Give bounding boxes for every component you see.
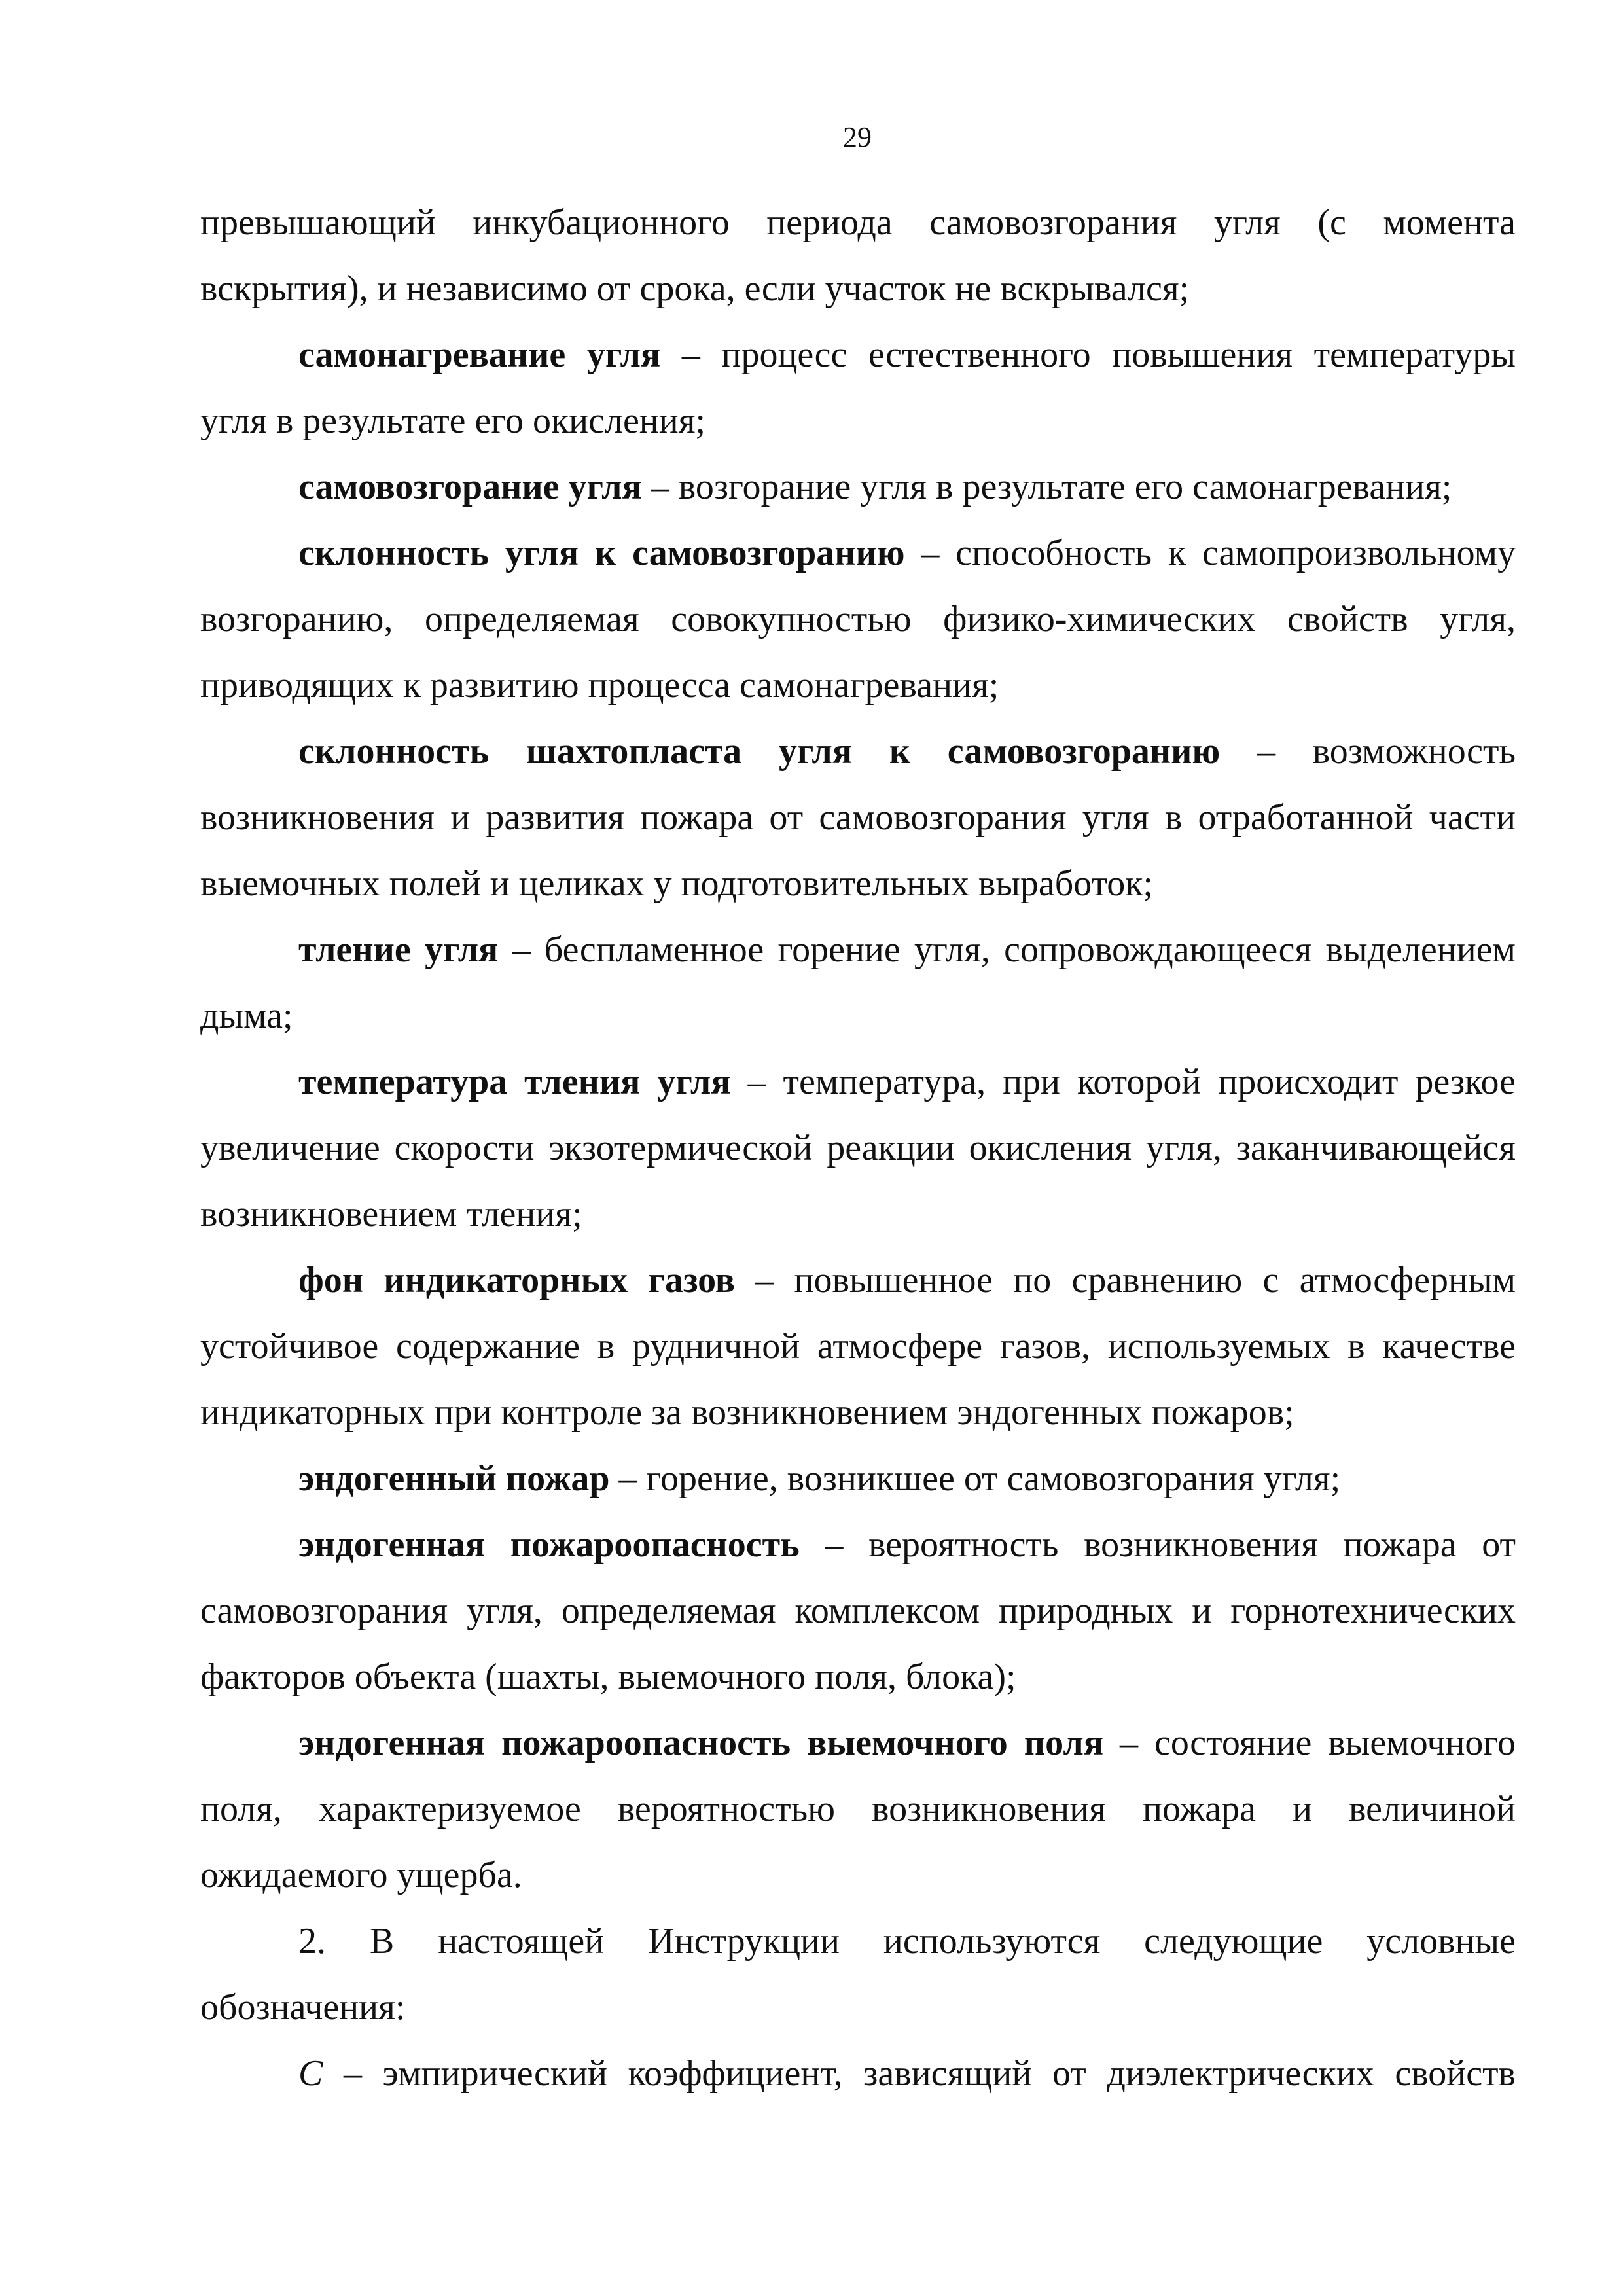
section-notation-intro — [200, 1909, 1516, 2041]
definition-indicator-gas-background — [200, 1247, 1516, 1446]
definition-self-heating — [200, 322, 1516, 454]
definition-propensity — [200, 520, 1516, 719]
definition-term: эндогенная пожароопасность — [298, 1524, 800, 1565]
definition-text: – температура, при которой происходит резкое увеличение скорости экзотермической реакции окисления угля, заканчивающейся возникновением тления; — [200, 1062, 1516, 1234]
page-number: 29 — [843, 121, 872, 153]
definition-spontaneous-combustion — [200, 454, 1516, 520]
notation-c — [200, 2041, 1516, 2107]
definition-text: – беспламенное горение угля, сопровождающееся выделением дыма; — [200, 929, 1516, 1036]
definition-term: самовозгорание угля — [298, 467, 642, 507]
definition-text: – процесс естественного повышения температуры угля в результате его окисления; — [200, 334, 1516, 441]
notation-symbol: C — [298, 2053, 323, 2094]
definition-term: тление угля — [298, 929, 499, 970]
document-body — [200, 190, 1516, 2107]
definition-seam-propensity — [200, 719, 1516, 917]
definition-term: склонность угля к самовозгоранию — [298, 533, 905, 573]
definition-term: температура тления угля — [298, 1062, 731, 1102]
definition-text: – возможность возникновения и развития пожара от самовозгорания угля в отработанной части выемочных полей и целиках у подготовительных выработок; — [200, 731, 1516, 904]
definition-text: – горение, возникшее от самовозгорания угля; — [609, 1458, 1341, 1499]
definition-term: фон индикаторных газов — [298, 1260, 735, 1300]
definition-text: – вероятность возникновения пожара от самовозгорания угля, определяемая комплексом природных и горнотехнических факторов объекта (шахты, выемочного поля, блока); — [200, 1524, 1516, 1697]
notation-text: – эмпирический коэффициент, зависящий от диэлектрических свойств — [323, 2053, 1516, 2094]
definition-text: – повышенное по сравнению с атмосферным устойчивое содержание в рудничной атмосфере газов, используемых в качестве индикаторных при контроле за возникновением эндогенных пожаров; — [200, 1260, 1516, 1433]
definition-text: – способность к самопроизвольному возгоранию, определяемая совокупностью физико-химических свойств угля, приводящих к развитию процесса самонагревания; — [200, 533, 1516, 706]
paragraph-text: превышающий инкубационного периода самовозгорания угля (с момента вскрытия), и независимо от срока, если участок не вскрывался; — [200, 202, 1516, 309]
definition-smoldering-temperature — [200, 1049, 1516, 1247]
definition-term: самонагревание угля — [298, 334, 661, 375]
definition-endogenous-fire-hazard — [200, 1512, 1516, 1710]
paragraph-continuation — [200, 190, 1516, 322]
definition-term: эндогенная пожароопасность выемочного поля — [298, 1723, 1104, 1763]
definition-endogenous-fire — [200, 1446, 1516, 1512]
definition-smoldering — [200, 917, 1516, 1049]
definition-text: – состояние выемочного поля, характеризуемое вероятностью возникновения пожара и величиной ожидаемого ущерба. — [200, 1723, 1516, 1895]
definition-term: эндогенный пожар — [298, 1458, 610, 1499]
definition-text: – возгорание угля в результате его самонагревания; — [641, 467, 1452, 507]
paragraph-text: 2. В настоящей Инструкции используются следующие условные обозначения: — [200, 1921, 1516, 2028]
definition-extraction-panel-hazard — [200, 1710, 1516, 1909]
definition-term: склонность шахтопласта угля к самовозгоранию — [298, 731, 1221, 772]
